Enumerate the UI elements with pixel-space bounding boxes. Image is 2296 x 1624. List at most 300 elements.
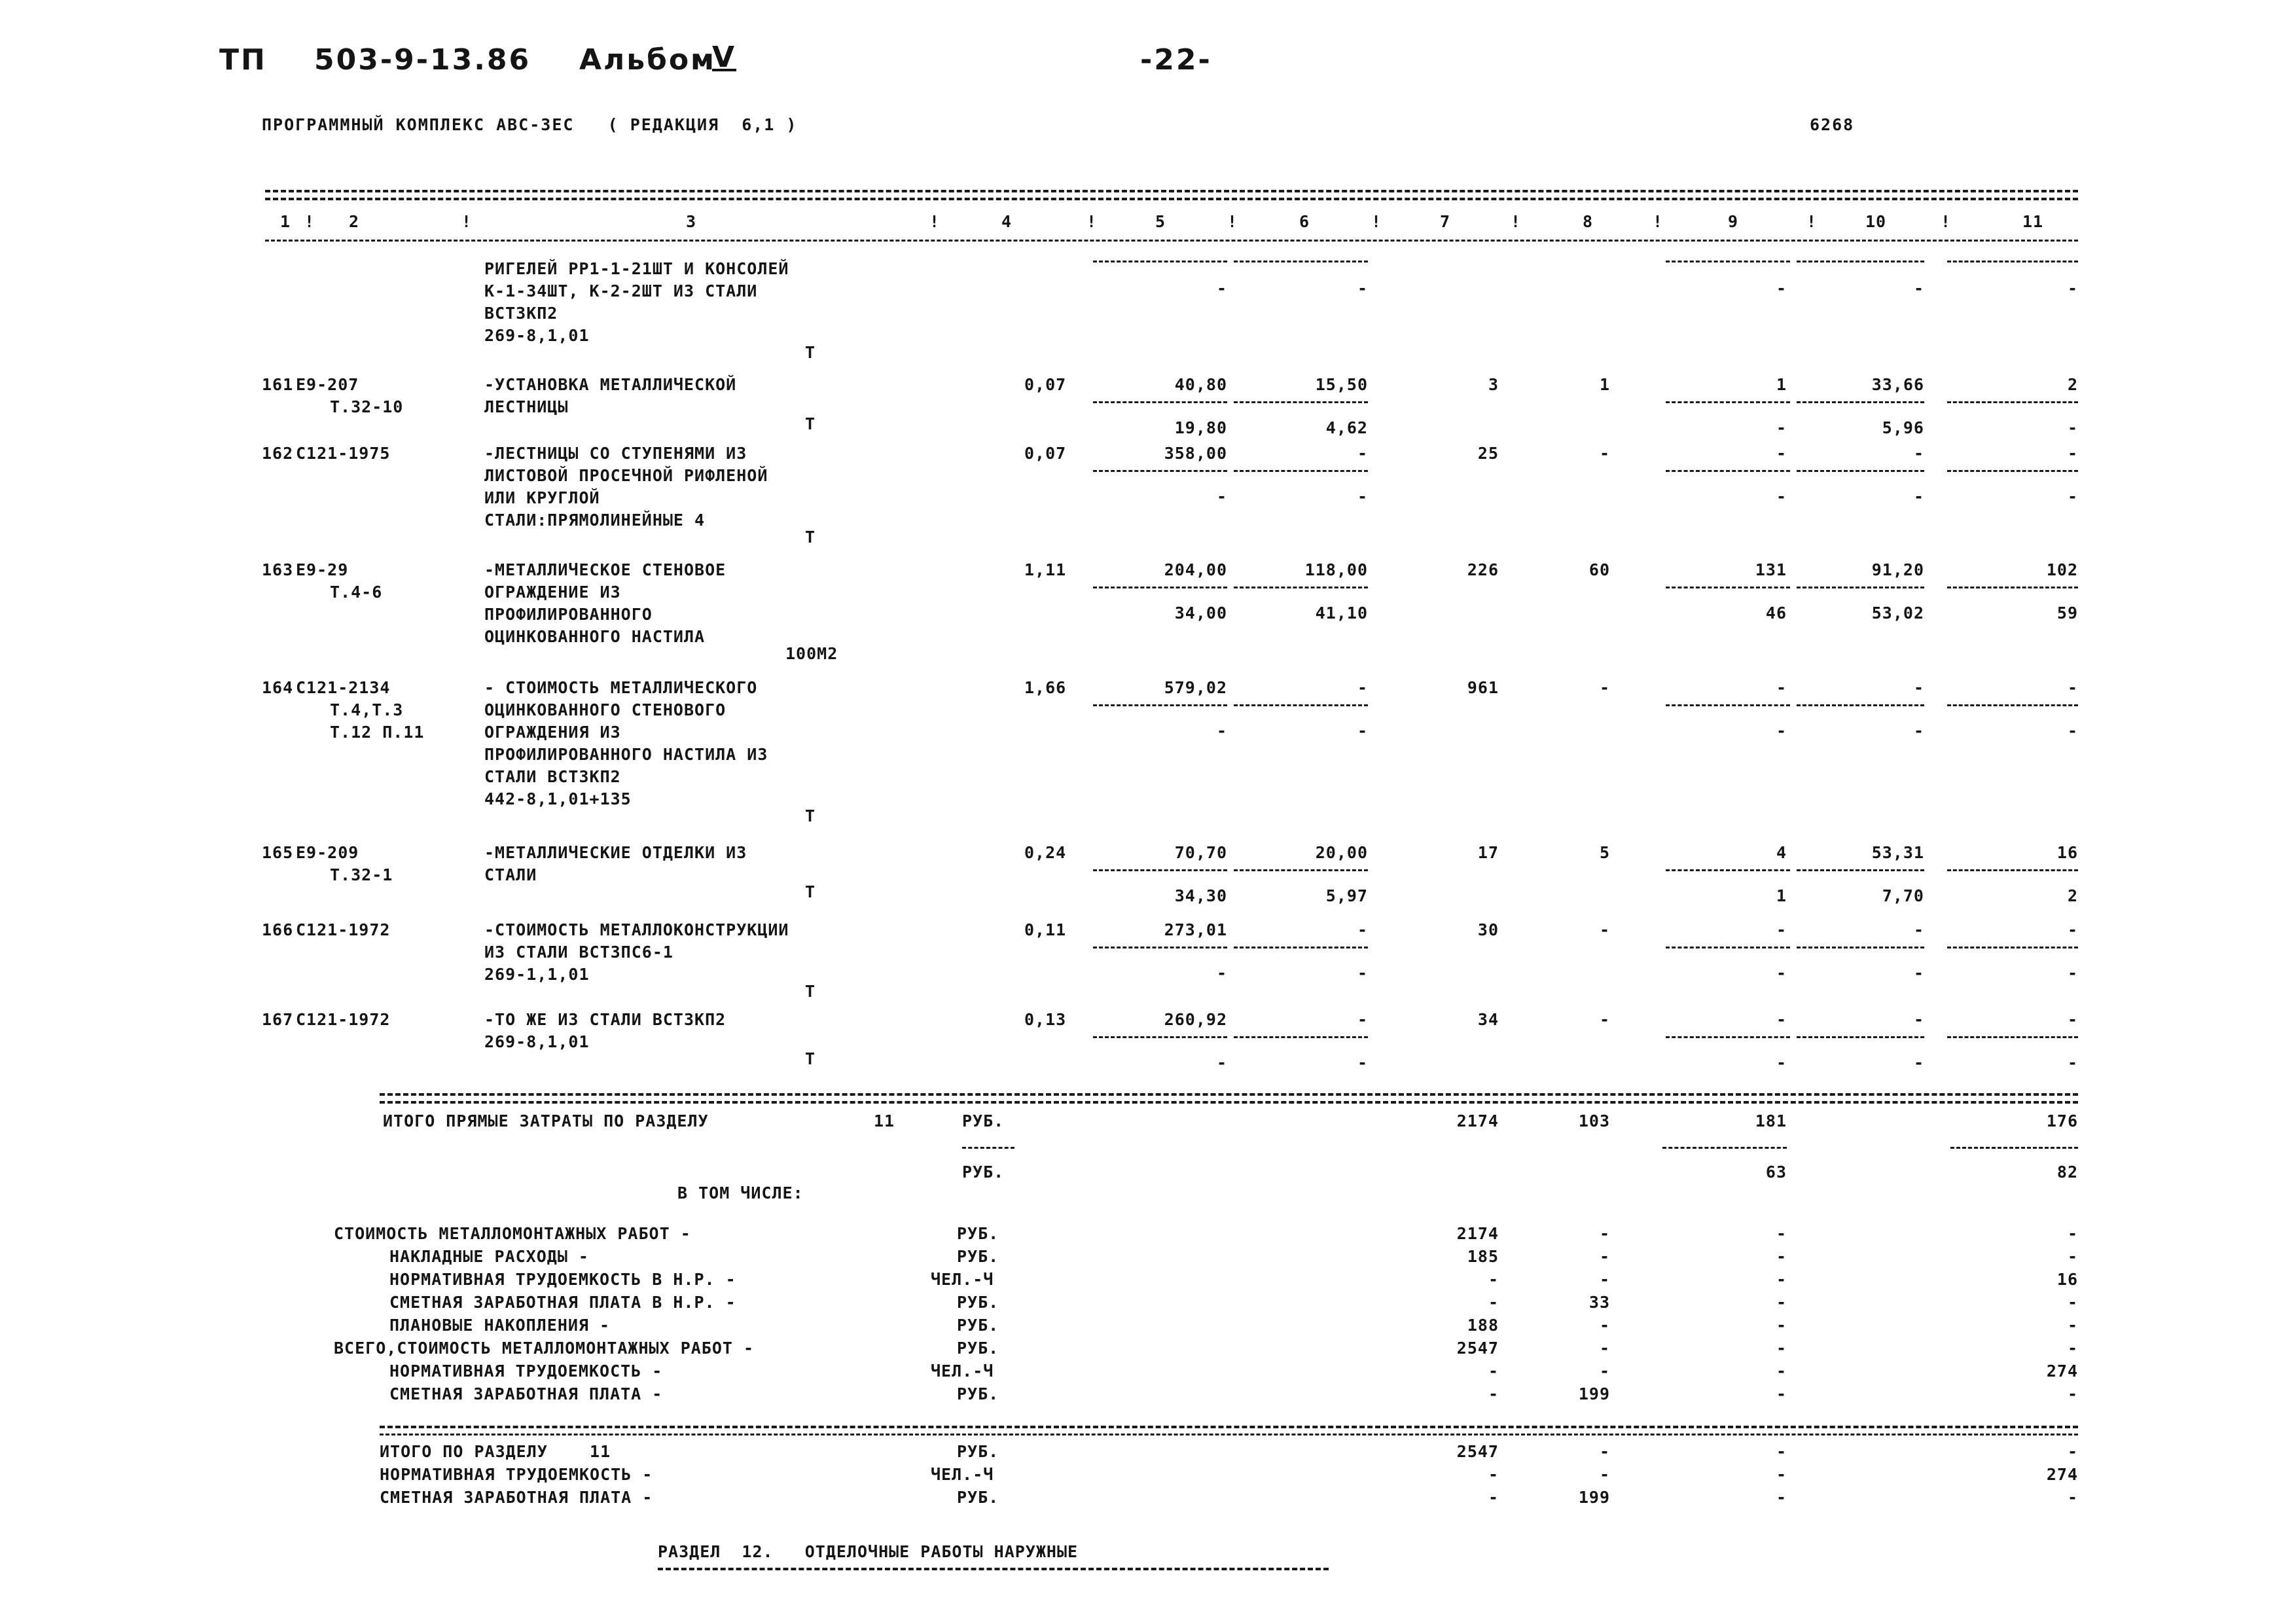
- summary-unit: РУБ.: [957, 1339, 999, 1358]
- row-c5: 358,00: [1164, 444, 1227, 463]
- row-c10b: -: [1913, 721, 1924, 740]
- rule-c9: [1666, 869, 1790, 871]
- summary-unit: ЧЕЛ.-Ч: [931, 1270, 994, 1289]
- rule-c10: [1797, 470, 1924, 472]
- summary-c7: 185: [1467, 1247, 1499, 1266]
- row-quantity: 0,07: [1024, 444, 1067, 463]
- rule-c6: [1234, 470, 1368, 472]
- row-c9b: 1: [1776, 886, 1787, 905]
- summary-label: ИТОГО ПО РАЗДЕЛУ 11: [380, 1442, 611, 1461]
- row-c11b: -: [2067, 964, 2078, 983]
- summary-c11: -: [2067, 1488, 2078, 1507]
- row-c11: 2: [2067, 375, 2078, 394]
- row-description: ВСТ3КП2: [484, 304, 558, 323]
- row-c8: -: [1599, 678, 1610, 697]
- row-c10: 53,31: [1871, 843, 1924, 862]
- row-c6b: -: [1357, 721, 1368, 740]
- row-c8: 1: [1599, 375, 1610, 394]
- summary-unit: РУБ.: [957, 1384, 999, 1403]
- row-c6: 20,00: [1315, 843, 1368, 862]
- col-head-10: 10: [1865, 212, 1887, 231]
- table-top-rule: [265, 190, 2078, 192]
- row-number: 163: [262, 560, 294, 579]
- row-c10b: -: [1913, 487, 1924, 506]
- summary-c11: 274: [2046, 1362, 2078, 1380]
- section-total-c11: 176: [2046, 1111, 2078, 1130]
- col-sep: !: [1086, 212, 1098, 231]
- summary-c11: 274: [2046, 1465, 2078, 1484]
- row-c11: -: [2067, 920, 2078, 939]
- row-description: ОГРАЖДЕНИЕ ИЗ: [484, 583, 621, 602]
- section-total-c11b: 82: [2056, 1163, 2078, 1182]
- row-c11b: -: [2067, 279, 2078, 298]
- col-sep: !: [1941, 212, 1952, 231]
- row-code: С121-1975: [296, 444, 391, 463]
- summary-c9: -: [1776, 1316, 1787, 1335]
- summary-c8: 199: [1578, 1384, 1610, 1403]
- row-c5b: -: [1216, 487, 1227, 506]
- row-description: 442-8,1,01+135: [484, 789, 632, 808]
- rule-c9: [1666, 470, 1790, 472]
- row-c11: 102: [2046, 560, 2078, 579]
- page-number: -22-: [1140, 43, 1212, 77]
- rule-c9: [1666, 947, 1790, 948]
- row-unit: Т: [805, 528, 816, 547]
- summary-c9: -: [1776, 1465, 1787, 1484]
- row-c5: 40,80: [1174, 375, 1227, 394]
- section-total-c9: 181: [1755, 1111, 1787, 1130]
- row-c9b: -: [1776, 487, 1787, 506]
- col-head-4: 4: [1001, 212, 1013, 231]
- row-code: Т.32-10: [330, 397, 404, 416]
- rule-c6: [1234, 704, 1368, 706]
- row-c6b: 41,10: [1315, 604, 1368, 623]
- row-c9: 131: [1755, 560, 1787, 579]
- row-description: 269-8,1,01: [484, 1032, 590, 1051]
- summary-label: СМЕТНАЯ ЗАРАБОТНАЯ ПЛАТА -: [380, 1488, 653, 1507]
- row-unit: Т: [805, 882, 816, 901]
- row-code: С121-1972: [296, 1010, 391, 1029]
- summary-c9: -: [1776, 1339, 1787, 1358]
- rule-c10: [1797, 947, 1924, 948]
- summary-unit: РУБ.: [957, 1293, 999, 1312]
- row-c9b: -: [1776, 964, 1787, 983]
- summary-label: СМЕТНАЯ ЗАРАБОТНАЯ ПЛАТА -: [389, 1384, 663, 1403]
- doc-tp-label: ТП: [219, 43, 267, 77]
- rule-c11: [1947, 586, 2078, 588]
- rule-c5: [1093, 586, 1227, 588]
- row-description: -ТО ЖЕ ИЗ СТАЛИ ВСТ3КП2: [484, 1010, 726, 1029]
- next-section-rule: [658, 1568, 1329, 1570]
- row-unit: Т: [805, 806, 816, 825]
- row-description: РИГЕЛЕЙ РР1-1-21ШТ И КОНСОЛЕЙ: [484, 259, 789, 278]
- summary-c8: -: [1599, 1465, 1610, 1484]
- rule-c9: [1666, 401, 1790, 403]
- row-description: -УСТАНОВКА МЕТАЛЛИЧЕСКОЙ: [484, 375, 737, 394]
- row-c6b: -: [1357, 487, 1368, 506]
- row-quantity: 0,11: [1024, 920, 1067, 939]
- summary-c7: -: [1488, 1384, 1499, 1403]
- summary-unit: РУБ.: [957, 1224, 999, 1243]
- row-unit: Т: [805, 982, 816, 1001]
- row-c6: -: [1357, 920, 1368, 939]
- row-description: ОГРАЖДЕНИЯ ИЗ: [484, 723, 621, 742]
- row-c11: 16: [2056, 843, 2078, 862]
- col-head-1: 1: [280, 212, 291, 231]
- row-c5: 579,02: [1164, 678, 1227, 697]
- summary-c9: -: [1776, 1488, 1787, 1507]
- sheet-number: 6268: [1810, 115, 1855, 134]
- row-c11b: -: [2067, 721, 2078, 740]
- row-description: ЛИСТОВОЙ ПРОСЕЧНОЙ РИФЛЕНОЙ: [484, 466, 768, 485]
- row-c5b: 34,30: [1174, 886, 1227, 905]
- row-c10: -: [1913, 678, 1924, 697]
- rule-c6: [1234, 947, 1368, 948]
- row-c11: -: [2067, 1010, 2078, 1029]
- row-c6b: 5,97: [1325, 886, 1368, 905]
- row-description: ПРОФИЛИРОВАННОГО: [484, 605, 653, 624]
- row-c10: 91,20: [1871, 560, 1924, 579]
- row-description: ОЦИНКОВАННОГО СТЕНОВОГО: [484, 700, 726, 719]
- rule-c9: [1666, 586, 1790, 588]
- summary-c8: -: [1599, 1339, 1610, 1358]
- c9-rule: [1662, 1147, 1787, 1149]
- row-c11b: -: [2067, 418, 2078, 437]
- row-quantity: 0,24: [1024, 843, 1067, 862]
- summary-c8: -: [1599, 1247, 1610, 1266]
- row-c5: 260,92: [1164, 1010, 1227, 1029]
- row-description: -МЕТАЛЛИЧЕСКОЕ СТЕНОВОЕ: [484, 560, 726, 579]
- row-quantity: 0,07: [1024, 375, 1067, 394]
- final-rule-2: [380, 1434, 2078, 1435]
- row-c6b: -: [1357, 279, 1368, 298]
- row-unit: Т: [805, 414, 816, 433]
- summary-c8: -: [1599, 1224, 1610, 1243]
- row-number: 161: [262, 375, 294, 394]
- album-label: Альбом: [579, 43, 717, 77]
- col-head-6: 6: [1299, 212, 1310, 231]
- summary-label: НОРМАТИВНАЯ ТРУДОЕМКОСТЬ В Н.Р. -: [389, 1270, 736, 1289]
- row-c9b: 46: [1765, 604, 1787, 623]
- row-c10: 33,66: [1871, 375, 1924, 394]
- rule-c5: [1093, 947, 1227, 948]
- row-c9: -: [1776, 678, 1787, 697]
- row-description: -СТОИМОСТЬ МЕТАЛЛОКОНСТРУКЦИИ: [484, 920, 789, 939]
- col-head-11: 11: [2022, 212, 2044, 231]
- row-c5: 204,00: [1164, 560, 1227, 579]
- summary-c11: -: [2067, 1384, 2078, 1403]
- row-c10b: 7,70: [1882, 886, 1924, 905]
- summary-c11: 16: [2056, 1270, 2078, 1289]
- col-head-9: 9: [1728, 212, 1739, 231]
- table-header-rule: [265, 240, 2078, 242]
- row-c5b: -: [1216, 1053, 1227, 1072]
- final-rule: [380, 1426, 2078, 1428]
- row-c9b: -: [1776, 1053, 1787, 1072]
- row-c9: -: [1776, 1010, 1787, 1029]
- summary-c9: -: [1776, 1270, 1787, 1289]
- row-code: Т.4-6: [330, 583, 383, 602]
- row-code: Е9-209: [296, 843, 359, 862]
- section-total-label: ИТОГО ПРЯМЫЕ ЗАТРАТЫ ПО РАЗДЕЛУ: [383, 1111, 709, 1130]
- row-c8: -: [1599, 444, 1610, 463]
- summary-c9: -: [1776, 1247, 1787, 1266]
- rule-c9: [1666, 1036, 1790, 1038]
- summary-unit: ЧЕЛ.-Ч: [931, 1465, 994, 1484]
- row-c7: 25: [1477, 444, 1499, 463]
- section-total-unit: РУБ.: [962, 1111, 1005, 1130]
- row-description: ОЦИНКОВАННОГО НАСТИЛА: [484, 627, 706, 646]
- row-c6: -: [1357, 1010, 1368, 1029]
- summary-c11: -: [2067, 1247, 2078, 1266]
- row-code: Т.4,Т.3: [330, 700, 404, 719]
- row-c6: -: [1357, 678, 1368, 697]
- row-description: ПРОФИЛИРОВАННОГО НАСТИЛА ИЗ: [484, 745, 768, 764]
- row-description: ЛЕСТНИЦЫ: [484, 397, 569, 416]
- row-c9: -: [1776, 444, 1787, 463]
- rule-c11: [1947, 869, 2078, 871]
- summary-c11: -: [2067, 1224, 2078, 1243]
- row-c11b: 2: [2067, 886, 2078, 905]
- row-c10: -: [1913, 920, 1924, 939]
- rule-c10: [1797, 586, 1924, 588]
- rule-c6: [1234, 401, 1368, 403]
- section-total-c9b: 63: [1765, 1163, 1787, 1182]
- row-c11b: -: [2067, 487, 2078, 506]
- summary-c11: -: [2067, 1293, 2078, 1312]
- rule-c10: [1797, 1036, 1924, 1038]
- rule-c11: [1947, 470, 2078, 472]
- row-c5b: -: [1216, 279, 1227, 298]
- row-description: СТАЛИ: [484, 865, 537, 884]
- rule-c11: [1947, 704, 2078, 706]
- summary-c7: -: [1488, 1270, 1499, 1289]
- summary-label: СТОИМОСТЬ МЕТАЛЛОМОНТАЖНЫХ РАБОТ -: [334, 1224, 691, 1243]
- col-head-7: 7: [1440, 212, 1451, 231]
- row-unit: 100М2: [785, 644, 838, 663]
- row-c9: 1: [1776, 375, 1787, 394]
- row-c5b: 34,00: [1174, 604, 1227, 623]
- rule-c11: [1947, 1036, 2078, 1038]
- section-total-c8: 103: [1578, 1111, 1610, 1130]
- summary-c9: -: [1776, 1442, 1787, 1461]
- summary-label: ПЛАНОВЫЕ НАКОПЛЕНИЯ -: [389, 1316, 611, 1335]
- summary-unit: РУБ.: [957, 1488, 999, 1507]
- row-c9: -: [1776, 920, 1787, 939]
- row-c10b: 5,96: [1882, 418, 1924, 437]
- summary-c11: -: [2067, 1442, 2078, 1461]
- col-sep: !: [929, 212, 941, 231]
- row-c9b: -: [1776, 418, 1787, 437]
- row-number: 162: [262, 444, 294, 463]
- summary-c7: 188: [1467, 1316, 1499, 1335]
- c11-rule: [1950, 1147, 2078, 1149]
- row-c6: 15,50: [1315, 375, 1368, 394]
- row-number: 165: [262, 843, 294, 862]
- rule-c10: [1797, 704, 1924, 706]
- row-c7: 226: [1467, 560, 1499, 579]
- row-description: ИЗ СТАЛИ ВСТ3ПС6-1: [484, 943, 673, 962]
- row-code: Т.12 П.11: [330, 723, 425, 742]
- summary-label: НОРМАТИВНАЯ ТРУДОЕМКОСТЬ -: [389, 1362, 663, 1380]
- program-title: ПРОГРАММНЫЙ КОМПЛЕКС АВС-ЗЕС ( РЕДАКЦИЯ 6,1 ): [262, 115, 798, 134]
- next-section-heading: РАЗДЕЛ 12. ОТДЕЛОЧНЫЕ РАБОТЫ НАРУЖНЫЕ: [658, 1542, 1079, 1561]
- row-unit: Т: [805, 343, 816, 362]
- row-code: Т.32-1: [330, 865, 393, 884]
- row-c9: 4: [1776, 843, 1787, 862]
- rule-c5: [1093, 470, 1227, 472]
- summary-unit: РУБ.: [957, 1442, 999, 1461]
- album-number: V: [712, 41, 737, 74]
- col-sep: !: [1511, 212, 1522, 231]
- row-c10b: -: [1913, 964, 1924, 983]
- col-head-8: 8: [1583, 212, 1594, 231]
- row-quantity: 0,13: [1024, 1010, 1067, 1029]
- summary-c7: -: [1488, 1293, 1499, 1312]
- row-c5b: -: [1216, 964, 1227, 983]
- row-c8: -: [1599, 1010, 1610, 1029]
- col-head-3: 3: [686, 212, 697, 231]
- row-description: СТАЛИ:ПРЯМОЛИНЕЙНЫЕ 4: [484, 511, 706, 530]
- row-c9b: -: [1776, 721, 1787, 740]
- summary-label: ВСЕГО,СТОИМОСТЬ МЕТАЛЛОМОНТАЖНЫХ РАБОТ -: [334, 1339, 755, 1358]
- summary-c11: -: [2067, 1339, 2078, 1358]
- row-description: -ЛЕСТНИЦЫ СО СТУПЕНЯМИ ИЗ: [484, 444, 747, 463]
- col-sep: !: [1227, 212, 1238, 231]
- row-c7: 3: [1488, 375, 1499, 394]
- row-number: 164: [262, 678, 294, 697]
- row-c8: -: [1599, 920, 1610, 939]
- row-code: С121-2134: [296, 678, 391, 697]
- rule-c5: [1093, 261, 1227, 262]
- row-description: К-1-34ШТ, К-2-2ШТ ИЗ СТАЛИ: [484, 281, 758, 300]
- summary-unit: ЧЕЛ.-Ч: [931, 1362, 994, 1380]
- row-description: -МЕТАЛЛИЧЕСКИЕ ОТДЕЛКИ ИЗ: [484, 843, 747, 862]
- table-top-rule-2: [265, 198, 2078, 200]
- row-description: - СТОИМОСТЬ МЕТАЛЛИЧЕСКОГО: [484, 678, 758, 697]
- rule-c5: [1093, 704, 1227, 706]
- summary-c7: 2174: [1456, 1224, 1499, 1243]
- rule-c6: [1234, 869, 1368, 871]
- summary-c8: 199: [1578, 1488, 1610, 1507]
- rule-c5: [1093, 401, 1227, 403]
- rule-c6: [1234, 261, 1368, 262]
- row-c11: -: [2067, 444, 2078, 463]
- row-c5: 70,70: [1174, 843, 1227, 862]
- section-total-unit-b: РУБ.: [962, 1163, 1005, 1182]
- summary-c8: -: [1599, 1442, 1610, 1461]
- row-c7: 961: [1467, 678, 1499, 697]
- row-code: С121-1972: [296, 920, 391, 939]
- col-sep: !: [1653, 212, 1664, 231]
- col-sep: !: [1371, 212, 1382, 231]
- row-c10: -: [1913, 1010, 1924, 1029]
- rule-c10: [1797, 869, 1924, 871]
- summary-c9: -: [1776, 1384, 1787, 1403]
- col-sep: !: [1806, 212, 1818, 231]
- row-c11b: 59: [2056, 604, 2078, 623]
- row-c7: 30: [1477, 920, 1499, 939]
- doc-code: 503-9-13.86: [314, 43, 531, 77]
- summary-c7: -: [1488, 1465, 1499, 1484]
- rule-c6: [1234, 1036, 1368, 1038]
- summary-c7: -: [1488, 1362, 1499, 1380]
- row-c8: 5: [1599, 843, 1610, 862]
- row-description: СТАЛИ ВСТ3КП2: [484, 767, 621, 786]
- summary-c8: -: [1599, 1316, 1610, 1335]
- rule-c11: [1947, 947, 2078, 948]
- row-c7: 17: [1477, 843, 1499, 862]
- summary-c7: -: [1488, 1488, 1499, 1507]
- summary-c7: 2547: [1456, 1339, 1499, 1358]
- summary-label: НОРМАТИВНАЯ ТРУДОЕМКОСТЬ -: [380, 1465, 653, 1484]
- row-c5b: -: [1216, 721, 1227, 740]
- summary-c9: -: [1776, 1362, 1787, 1380]
- row-number: 167: [262, 1010, 294, 1029]
- rule-c10: [1797, 261, 1924, 262]
- summary-label: СМЕТНАЯ ЗАРАБОТНАЯ ПЛАТА В Н.Р. -: [389, 1293, 736, 1312]
- row-c7: 34: [1477, 1010, 1499, 1029]
- summary-c8: -: [1599, 1270, 1610, 1289]
- row-c8: 60: [1588, 560, 1610, 579]
- summary-c9: -: [1776, 1293, 1787, 1312]
- row-quantity: 1,11: [1024, 560, 1067, 579]
- summary-c11: -: [2067, 1316, 2078, 1335]
- unit-rule: [962, 1147, 1014, 1149]
- summary-c7: 2547: [1456, 1442, 1499, 1461]
- row-c10b: -: [1913, 279, 1924, 298]
- col-sep: !: [304, 212, 315, 231]
- summary-c8: 33: [1588, 1293, 1610, 1312]
- row-c6b: 4,62: [1325, 418, 1368, 437]
- row-description: ИЛИ КРУГЛОЙ: [484, 488, 600, 507]
- rule-c5: [1093, 1036, 1227, 1038]
- col-sep: !: [461, 212, 473, 231]
- row-description: 269-8,1,01: [484, 326, 590, 345]
- rule-c10: [1797, 401, 1924, 403]
- section-total-number: 11: [874, 1111, 895, 1130]
- row-c6: 118,00: [1304, 560, 1368, 579]
- row-c6b: -: [1357, 1053, 1368, 1072]
- total-rule-2: [380, 1101, 2078, 1104]
- rule-c5: [1093, 869, 1227, 871]
- col-head-5: 5: [1155, 212, 1166, 231]
- row-c11: -: [2067, 678, 2078, 697]
- row-c6b: -: [1357, 964, 1368, 983]
- summary-unit: РУБ.: [957, 1316, 999, 1335]
- row-c6: -: [1357, 444, 1368, 463]
- summary-label: НАКЛАДНЫЕ РАСХОДЫ -: [389, 1247, 589, 1266]
- row-number: 166: [262, 920, 294, 939]
- summary-c8: -: [1599, 1362, 1610, 1380]
- section-total-c7: 2174: [1456, 1111, 1499, 1130]
- row-c10b: 53,02: [1871, 604, 1924, 623]
- row-c9b: -: [1776, 279, 1787, 298]
- rule-c11: [1947, 401, 2078, 403]
- row-code: Е9-29: [296, 560, 349, 579]
- in-that-number-heading: В ТОМ ЧИСЛЕ:: [677, 1183, 804, 1202]
- col-head-2: 2: [349, 212, 360, 231]
- row-c10: -: [1913, 444, 1924, 463]
- row-c5b: 19,80: [1174, 418, 1227, 437]
- rule-c6: [1234, 586, 1368, 588]
- row-unit: Т: [805, 1049, 816, 1068]
- row-quantity: 1,66: [1024, 678, 1067, 697]
- summary-unit: РУБ.: [957, 1247, 999, 1266]
- rule-c11: [1947, 261, 2078, 262]
- row-c10b: -: [1913, 1053, 1924, 1072]
- rule-c9: [1666, 704, 1790, 706]
